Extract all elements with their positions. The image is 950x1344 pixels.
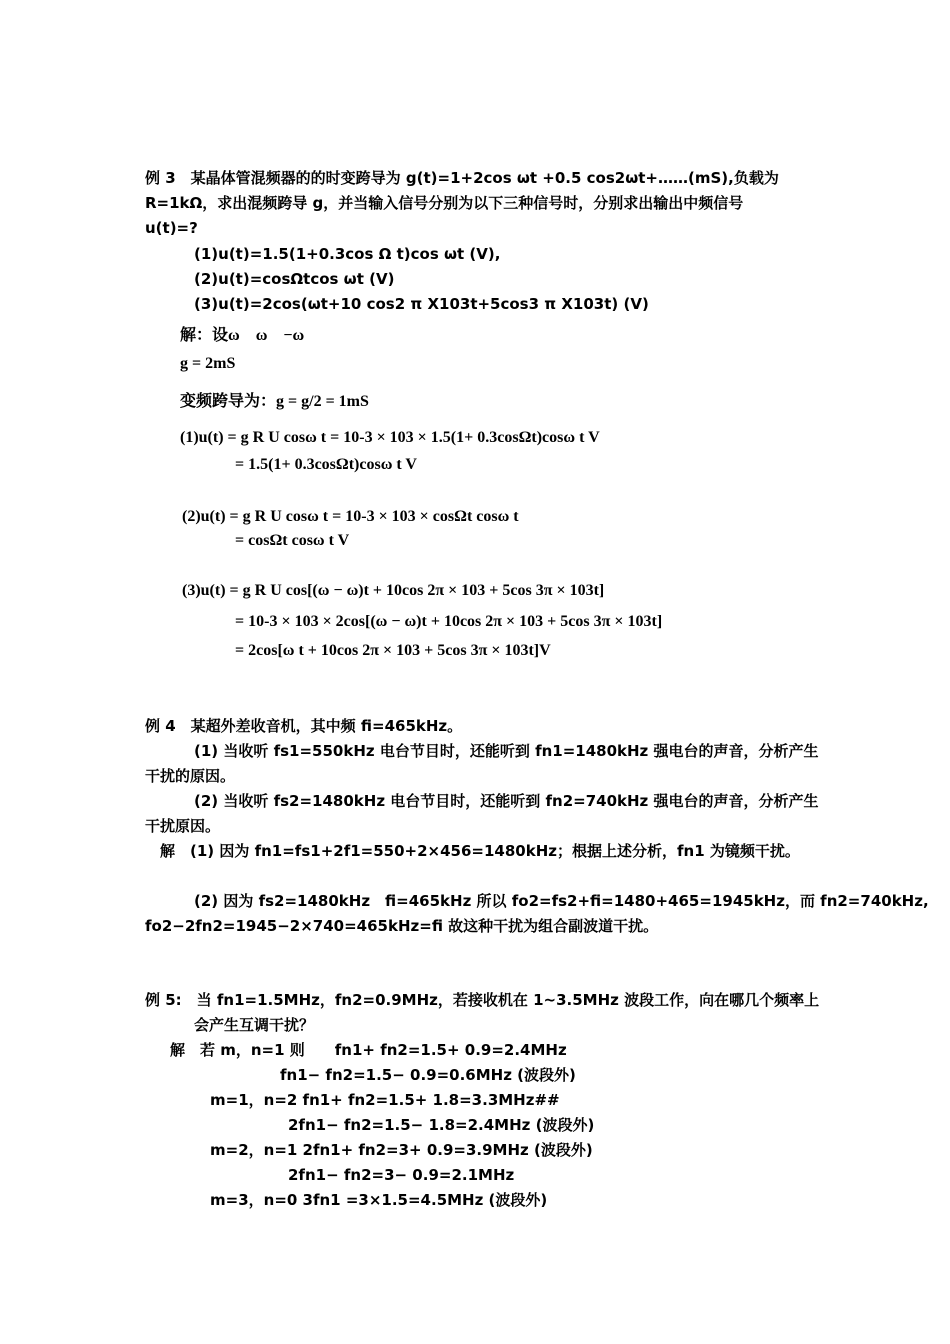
ex5-line-7: m=2，n=1 2fn1+ fn2=3+ 0.9=3.9MHz (波段外) [210,1141,593,1159]
ex4-line-4: (2) 当收听 fs2=1480kHz 电台节目时，还能听到 fn2=740kHz 强电台的声音，分析产生 [194,792,819,810]
ex3-case-3: (3)u(t)=2cos(ωt+10 cos2 π X103t+5cos3 π X103t) (V) [194,295,649,313]
ex3-line-1: 例 3 某晶体管混频器的的时变跨导为 g(t)=1+2cos ωt +0.5 cos2ωt+……(mS),负载为 [145,169,779,187]
ex3-solution-2: g = 2mS [180,355,236,372]
ex3-formula-2a: (2)u(t) = g R U cosω t = 10-3 × 103 × cosΩt cosω t [182,508,519,525]
ex3-solution-1: 解：设ω ω −ω [180,327,305,344]
ex5-line-5: m=1，n=2 fn1+ fn2=1.5+ 1.8=3.3MHz## [210,1091,560,1109]
ex3-line-2: R=1kΩ，求出混频跨导 g，并当输入信号分别为以下三种信号时，分别求出输出中频信号 [145,194,744,212]
ex5-line-2: 会产生互调干扰？ [194,1016,315,1034]
ex5-line-4: fn1− fn2=1.5− 0.9=0.6MHz (波段外) [280,1066,576,1084]
ex3-formula-3a: (3)u(t) = g R U cos[(ω − ω)t + 10cos 2π × 103 + 5cos 3π × 103t] [182,582,605,599]
ex4-line-2: (1) 当收听 fs1=550kHz 电台节目时，还能听到 fn1=1480kHz 强电台的声音，分析产生 [194,742,819,760]
ex3-solution-3: 变频跨导为：g = g/2 = 1mS [180,393,369,410]
ex5-line-1: 例 5: 当 fn1=1.5MHz，fn2=0.9MHz，若接收机在 1~3.5MHz 波段工作，向在哪几个频率上 [145,991,820,1009]
ex3-case-2: (2)u(t)=cosΩtcos ωt (V) [194,270,395,288]
ex4-line-1: 例 4 某超外差收音机，其中频 fi=465kHz。 [145,717,463,735]
ex3-case-1: (1)u(t)=1.5(1+0.3cos Ω t)cos ωt (V), [194,245,501,263]
ex4-line-5: 干扰原因。 [145,817,221,835]
ex5-line-9: m=3，n=0 3fn1 =3×1.5=4.5MHz (波段外) [210,1191,548,1209]
ex4-line-8: fo2−2fn2=1945−2×740=465kHz=fi 故这种干扰为组合副波道干扰。 [145,917,659,935]
ex3-formula-2b: = cosΩt cosω t V [235,532,350,549]
ex4-line-3: 干扰的原因。 [145,767,236,785]
ex5-line-8: 2fn1− fn2=3− 0.9=2.1MHz [288,1166,515,1184]
ex5-line-3: 解 若 m，n=1 则 fn1+ fn2=1.5+ 0.9=2.4MHz [170,1041,567,1059]
ex3-line-3: u(t)=? [145,219,198,237]
ex4-line-7: (2) 因为 fs2=1480kHz fi=465kHz 所以 fo2=fs2+fi=1480+465=1945kHz，而 fn2=740kHz, [194,892,929,910]
ex4-line-6: 解 (1) 因为 fn1=fs1+2f1=550+2×456=1480kHz；根据上述分析，fn1 为镜频干扰。 [160,842,800,860]
ex3-formula-3b: = 10-3 × 103 × 2cos[(ω − ω)t + 10cos 2π × 103 + 5cos 3π × 103t] [235,613,663,630]
ex3-formula-1b: = 1.5(1+ 0.3cosΩt)cosω t V [235,456,417,473]
ex5-line-6: 2fn1− fn2=1.5− 1.8=2.4MHz (波段外) [288,1116,595,1134]
ex3-formula-3c: = 2cos[ω t + 10cos 2π × 103 + 5cos 3π × 103t]V [235,642,551,659]
ex3-formula-1a: (1)u(t) = g R U cosω t = 10-3 × 103 × 1.5(1+ 0.3cosΩt)cosω t V [180,429,600,446]
